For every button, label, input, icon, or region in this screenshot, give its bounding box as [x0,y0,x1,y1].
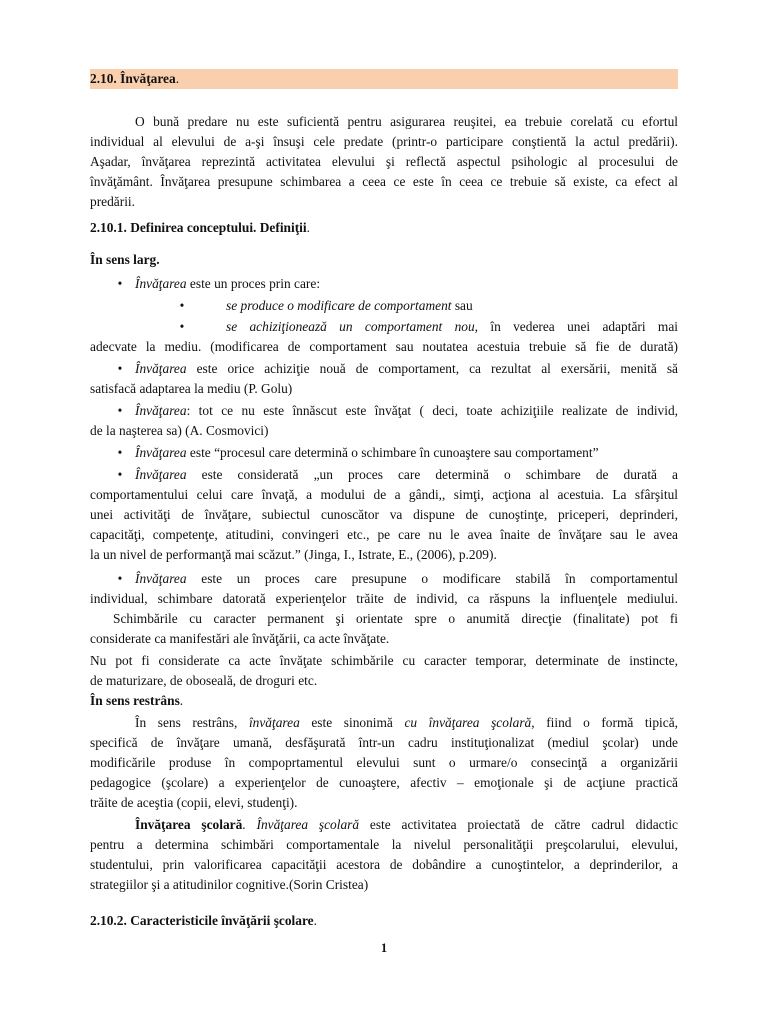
sub-bullet-1a-tail: sau [451,298,473,313]
section-heading: 2.10. Învăţarea. [90,71,180,86]
subsection-1-number: 2.10.1. [90,220,127,235]
bullet-4 [114,443,678,463]
sens-restrans-l1-a: În sens restrâns, [135,715,249,730]
intro-line-3: Aşadar, învăţarea reprezintă activitatea elevului şi reflectă aspectul psihologic al procesului de [90,154,678,169]
bullet-6-text: este un proces care presupune o modificare stabilă în comportamentul [186,571,678,586]
bullet-5 [114,465,678,485]
bullet-5-line-5: la un nivel de performanţă mai scăzut.” (Jinga, I., Istrate, E., (2006), p.209). [90,547,497,562]
bullet-6-continuation: individual, schimbare datorată experienţelor trăite de individ, ca răspuns la influenţele mediului. [90,591,678,606]
section-title: Învăţarea [120,71,176,86]
sens-restrans-l1-b: este sinonimă [299,715,405,730]
sub-bullet-1b-continuation: adecvate la mediu. (modificarea de comportament sau noutatea acestuia trebuie să fie de durată) [90,339,678,354]
scolara-line-4: strategiilor şi a atitudinilor cognitive.(Sorin Cristea) [90,877,369,892]
paragraph-permanent-line-2: considerate ca manifestări ale învăţării, ca acte învăţate. [90,631,390,646]
sub-bullet-1a-text: se produce o modificare de comportament [226,298,452,313]
bullet-3-continuation: de la naşterea sa) (A. Cosmovici) [90,423,269,438]
bullet-3 [114,401,678,421]
scolara-line-1 [135,815,678,835]
subsection-2-heading: 2.10.2. Caracteristicile învăţării şcolare. [90,913,317,928]
sub-bullet-1a [176,296,678,316]
sens-restrans-heading: În sens restrâns. [90,693,184,708]
sens-restrans-line-5: trăite de aceştia (copii, elevi, studenţi). [90,795,298,810]
bullet-icon: • [117,445,123,460]
section-number: 2.10. [90,71,117,86]
sub-bullet-1b-term: se achiziţionează un comportament nou, [226,319,479,334]
sens-larg-title: În sens larg. [90,252,160,267]
bullet-4-term: Învăţarea [135,445,187,460]
bullet-6-term: Învăţarea [135,571,187,586]
bullet-5-line-3: unei activităţi de învăţare, subiectul cunoscător va dispune de cunoştinţe, priceperi, deprinderi, [90,507,678,522]
intro-line-4: învăţământ. Învăţarea presupune schimbarea a ceea ce este în ceea ce trebuie să existe, ca efect al [90,174,678,189]
bullet-5-line-4: capacităţi, competenţe, atitudini, convingeri etc., pe care nu le avea înaite de învăţare sau le avea [90,527,678,542]
scolara-bold-term: Învăţarea şcolară [135,817,243,832]
sens-restrans-line-3: modificările produse în compoprtamentul elevului sunt o urmare/o consecinţă a organizării [90,755,678,770]
sens-larg-heading [90,250,678,270]
bullet-icon: • [117,467,123,482]
paragraph-temporar-line-1: Nu pot fi considerate ca acte învăţate schimbările cu caracter temporar, determinate de instincte, [90,653,678,668]
bullet-3-term: Învăţarea [135,403,187,418]
bullet-icon: • [117,571,123,586]
page-number: 1 [380,941,388,955]
subsection-1-title: Definirea conceptului. Definiţii [130,220,307,235]
bullet-icon: • [117,361,123,376]
paragraph-permanent-line-1: Schimbările cu caracter permanent şi orientate spre o anumită direcţie (finalitate) pot fi [113,611,678,626]
scolara-text: este activitatea proiectată de către cadrul didactic [359,817,679,832]
bullet-1 [114,274,678,294]
scolara-italic-term: Învăţarea şcolară [256,817,360,832]
sub-bullet-1b-tail: în vederea unei adaptări mai [478,319,678,334]
sens-restrans-term-2: cu învăţarea şcolară [404,715,532,730]
bullet-5-text: este considerată „un proces care determină o schimbare de durată a [186,467,678,482]
bullet-icon: • [117,403,123,418]
sub-bullet-1b [176,317,678,337]
bullet-2-text: este orice achiziţie nouă de comportament, ca rezultat al exersării, menită să [186,361,678,376]
bullet-6 [114,569,678,589]
bullet-icon: • [179,319,185,334]
bullet-5-line-2: comportamentului celui care învaţă, a modului de a gândi,, simţi, acţiona al acestuia. La sfârşitul [90,487,678,502]
sens-restrans-line-2: specifică de învăţare umană, desfăşurată într-un cadru instituţionalizat (mediul şcolar) unde [90,735,678,750]
bullet-2-term: Învăţarea [135,361,187,376]
subsection-2-number: 2.10.2. [90,913,127,928]
scolara-dot: . [242,817,257,832]
subsection-2-title: Caracteristicile învăţării şcolare [130,913,314,928]
sens-restrans-line-1 [135,713,678,733]
intro-line-2: individual al elevului de a-şi însuşi cele predate (printr-o participare conştientă la actul predării). [90,134,678,149]
sens-restrans-title: În sens restrâns [90,693,180,708]
bullet-1-text: este un proces prin care: [186,276,321,291]
bullet-2 [114,359,678,379]
bullet-2-continuation: satisfacă adaptarea la mediu (P. Golu) [90,381,293,396]
bullet-icon: • [117,276,123,291]
intro-line-5: predării. [90,194,135,209]
bullet-5-term: Învăţarea [135,467,187,482]
bullet-1-term: Învăţarea [135,276,187,291]
subsection-1-heading: 2.10.1. Definirea conceptului. Definiţii. [90,220,310,235]
scolara-line-3: studentului, prin valorificarea capacităţii acestora de dobândire a cunoştintelor, a deprinderilor, a [90,857,678,872]
bullet-3-text: : tot ce nu este înnăscut este învăţat ( deci, toate achiziţiile realizate de individ, [186,403,678,418]
sens-restrans-term-1: învăţarea [248,715,300,730]
bullet-4-text: este “procesul care determină o schimbare în cunoaştere sau comportament” [186,445,599,460]
sens-restrans-l1-c: , fiind o formă tipică, [531,715,678,730]
bullet-icon: • [179,298,185,313]
intro-line-1: O bună predare nu este suficientă pentru asigurarea reuşitei, ea trebuie corelată cu efortul [135,114,678,129]
sens-restrans-line-4: pedagogice (şcolare) a experienţelor de cunoaştere, afectiv – emoţionale şi de acţiune practică [90,775,678,790]
scolara-line-2: pentru a determina schimbări comportamentale la nivelul personalităţii preşcolarului, elevului, [90,837,678,852]
paragraph-temporar-line-2: de maturizare, de oboseală, de droguri etc. [90,673,318,688]
